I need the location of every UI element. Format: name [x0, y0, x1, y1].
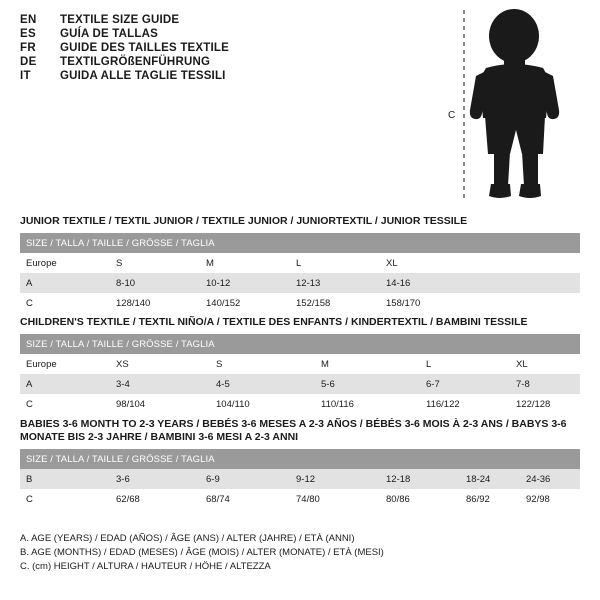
- language-code: ES: [20, 28, 36, 40]
- junior-size-table: [20, 233, 580, 313]
- language-code: EN: [20, 14, 37, 26]
- cell: 158/170: [380, 293, 580, 313]
- table-row: [20, 394, 580, 414]
- language-code: IT: [20, 70, 31, 82]
- cell: 104/110: [210, 394, 315, 414]
- babies-size-table: [20, 449, 580, 509]
- cell: 116/122: [420, 394, 510, 414]
- table-row: [20, 253, 580, 273]
- cell: 14-16: [380, 273, 580, 293]
- cell: 68/74: [200, 489, 290, 509]
- language-row: [20, 14, 440, 26]
- language-title: GUIDE DES TAILLES TEXTILE: [60, 42, 229, 54]
- cell: 6-7: [420, 374, 510, 394]
- cell: 5-6: [315, 374, 420, 394]
- cell: 12-13: [290, 273, 380, 293]
- table-header-cell: SIZE / TALLA / TAILLE / GRÖSSE / TAGLIA: [20, 449, 580, 469]
- table-row: [20, 293, 580, 313]
- cell: L: [420, 354, 510, 374]
- cell: 98/104: [110, 394, 210, 414]
- cell: 110/116: [315, 394, 420, 414]
- cell: S: [110, 253, 200, 273]
- section-junior: [20, 215, 580, 313]
- cell: L: [290, 253, 380, 273]
- section-title: BABIES 3-6 MONTH TO 2-3 YEARS / BEBÉS 3-6 MESES A 2-3 AÑOS / BÉBÉS 3-6 MOIS À 2-3 ANS / BABYS 3-6 MONATE BIS 2-3 JAHRE / BAMBINI 3-6 MESI A 2-3 ANNI: [20, 418, 567, 443]
- height-measure-label: C: [448, 110, 456, 121]
- table-row: [20, 489, 580, 509]
- cell: 24-36: [520, 469, 580, 489]
- child-silhouette-icon: [442, 6, 592, 206]
- cell: 3-4: [110, 374, 210, 394]
- section-babies: [20, 418, 580, 509]
- cell: 92/98: [520, 489, 580, 509]
- language-title: GUIDA ALLE TAGLIE TESSILI: [60, 70, 226, 82]
- cell: M: [315, 354, 420, 374]
- cell: 140/152: [200, 293, 290, 313]
- row-label: Europe: [20, 253, 110, 273]
- cell: 62/68: [110, 489, 200, 509]
- language-code: DE: [20, 56, 37, 68]
- cell: 12-18: [380, 469, 460, 489]
- legend-line-a: A. AGE (YEARS) / EDAD (AÑOS) / ÂGE (ANS) / ALTER (JAHRE) / ETÀ (ANNI): [20, 533, 355, 544]
- language-row: [20, 56, 440, 68]
- cell: 122/128: [510, 394, 580, 414]
- row-label: C: [20, 293, 110, 313]
- cell: 152/158: [290, 293, 380, 313]
- cell: 4-5: [210, 374, 315, 394]
- table-header-row: [20, 334, 580, 354]
- cell: 10-12: [200, 273, 290, 293]
- row-label: C: [20, 489, 110, 509]
- row-label: B: [20, 469, 110, 489]
- legend-line-c: C. (cm) HEIGHT / ALTURA / HAUTEUR / HÖHE / ALTEZZA: [20, 561, 271, 572]
- table-header-cell: SIZE / TALLA / TAILLE / GRÖSSE / TAGLIA: [20, 233, 580, 253]
- cell: 3-6: [110, 469, 200, 489]
- cell: 6-9: [200, 469, 290, 489]
- row-label: A: [20, 273, 110, 293]
- row-label: Europe: [20, 354, 110, 374]
- row-label: C: [20, 394, 110, 414]
- cell: 128/140: [110, 293, 200, 313]
- language-title: GUÍA DE TALLAS: [60, 28, 158, 40]
- table-header-cell: SIZE / TALLA / TAILLE / GRÖSSE / TAGLIA: [20, 334, 580, 354]
- cell: XL: [510, 354, 580, 374]
- children-size-table: [20, 334, 580, 414]
- figure-area: [442, 6, 592, 206]
- table-row: [20, 374, 580, 394]
- legend-line-b: B. AGE (MONTHS) / EDAD (MESES) / ÂGE (MOIS) / ALTER (MONATE) / ETÀ (MESI): [20, 547, 384, 558]
- cell: XL: [380, 253, 580, 273]
- table-row: [20, 273, 580, 293]
- cell: M: [200, 253, 290, 273]
- table-header-row: [20, 449, 580, 469]
- cell: 18-24: [460, 469, 520, 489]
- cell: XS: [110, 354, 210, 374]
- section-children: [20, 316, 580, 414]
- table-row: [20, 354, 580, 374]
- row-label: A: [20, 374, 110, 394]
- cell: 7-8: [510, 374, 580, 394]
- section-title: CHILDREN'S TEXTILE / TEXTIL NIÑO/A / TEXTILE DES ENFANTS / KINDERTEXTIL / BAMBINI TESSILE: [20, 316, 528, 328]
- language-row: [20, 42, 440, 54]
- language-title-block: [20, 14, 440, 84]
- table-header-row: [20, 233, 580, 253]
- language-title: TEXTILE SIZE GUIDE: [60, 14, 180, 26]
- cell: 86/92: [460, 489, 520, 509]
- cell: S: [210, 354, 315, 374]
- language-code: FR: [20, 42, 36, 54]
- table-row: [20, 469, 580, 489]
- cell: 8-10: [110, 273, 200, 293]
- section-title: JUNIOR TEXTILE / TEXTIL JUNIOR / TEXTILE JUNIOR / JUNIORTEXTIL / JUNIOR TESSILE: [20, 215, 468, 227]
- cell: 9-12: [290, 469, 380, 489]
- language-title: TEXTILGRÖßENFÜHRUNG: [60, 56, 211, 68]
- language-row: [20, 70, 440, 82]
- cell: 74/80: [290, 489, 380, 509]
- legend: [20, 532, 580, 574]
- cell: 80/86: [380, 489, 460, 509]
- language-row: [20, 28, 440, 40]
